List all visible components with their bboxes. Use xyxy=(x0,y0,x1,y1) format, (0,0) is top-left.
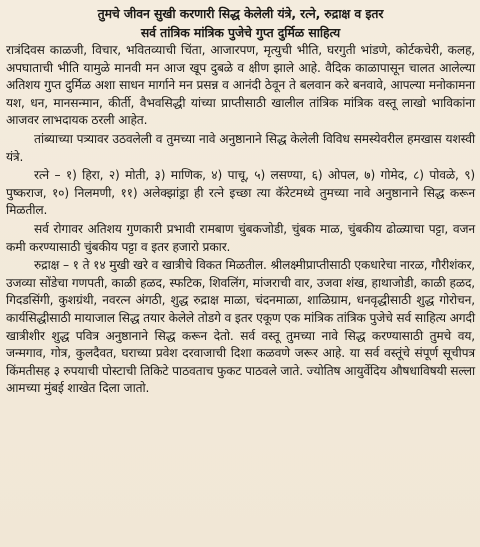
intro-paragraph: रात्रंदिवस काळजी, विचार, भवितव्याची चिंता, आजारपण, मृत्युची भीति, घरगुती भांडणे, कोर्टकचेरी, कलह, अपघाताची भीति यामुळे मानवी मन आज खूप दुबळे व क्षीण झाले आहे. वैदिक काळापासून चालत आलेल्या अतिशय गुप्त दुर्मिळ अशा साधन मार्गाने मन प्रसन्न व आनंदी ठेवून ते बलवान करे बनवावे, आपल्या मनोकामना यश, धन, मानसन्मान, कीर्ती, वैभवसिद्धी यांच्या प्राप्तीसाठी खालील तांत्रिक मांत्रिक वस्तू लाखो भाविकांना आजवर लाभदायक ठरली आहेत. xyxy=(6,43,475,128)
magnet-paragraph: सर्व रोगावर अतिशय गुणकारी प्रभावी रामबाण चुंबकजोडी, चुंबक माळ, चुंबकीय ढोळ्याचा पट्टा, वजन कमी करण्यासाठी चुंबकीय पट्टा व इतर हजारो प्रकार. xyxy=(6,221,475,254)
yantra-paragraph: तांब्याच्या पत्र्यावर उठवलेली व तुमच्या नावे अनुष्ठानाने सिद्ध केलेली विविध समस्येवरील हमखास यशस्वी यंत्रे. xyxy=(6,131,475,164)
rudraksha-paragraph: रुद्राक्ष – १ ते १४ मुखी खरे व खात्रीचे विकत मिळतील. श्रीलक्ष्मीप्राप्तीसाठी एकधारेचा नारळ, गौरीशंकर, उजव्या सोंडेचा गणपती, काळी हळद, स्फटिक, शिवलिंग, मांजराची वार, उजवा शंख, हाथाजोडी, काळी हळद, गिदडसिंगी, कुशग्रंथी, नवरत्न अंगठी, शुद्ध रुद्राक्ष माळा, चंदनमाळा, शाळिग्राम, धनवृद्धीसाठी शुद्ध गोरोचन, कार्यसिद्धीसाठी मायाजाल सिद्ध तयार केलेले तोडगे व इतर एकूण एक मांत्रिक तांत्रिक पुजेचे सर्व साहित्य अगदी खात्रीशीर शुद्ध पवित्र अनुष्ठानाने सिद्ध करून देतो. सर्व वस्तू तुमच्या नावे सिद्ध करण्यासाठी तुमचे वय, जन्मगाव, गोत्र, कुलदैवत, घराच्या प्रवेश दरवाजाची दिशा कळवणे जरूर आहे. या सर्व वस्तूंचे संपूर्ण सूचीपत्र किंमतीसह ३ रुपयाची पोस्टाची तिकिटे पाठवताच फुकट पाठवले जाते. ज्योतिष आयुर्वेदिय औषधाविषयी सल्ला आमच्या मुंबई शाखेत दिला जातो. xyxy=(6,258,476,396)
heading-line-1: तुमचे जीवन सुखी करणारी सिद्ध केलेली यंत्रे, रत्ने, रुद्राक्ष व इतर xyxy=(97,6,384,21)
heading-line-2: सर्व तांत्रिक मांत्रिक पुजेचे गुप्त दुर्मिळ साहित्य xyxy=(140,25,341,40)
gems-paragraph: रत्ने – १) हिरा, २) मोती, ३) माणिक, ४) पाचू, ५) लसण्या, ६) ओपल, ७) गोमेद, ८) पोवळे, ९) पुष्कराज, १०) निलमणी, ११) अलेक्झांड्रा ही रत्ने इच्छा त्या कॅरेटमध्ये तुमच्या नावे अनुष्ठानाने सिद्ध करून मिळतील. xyxy=(6,168,475,218)
